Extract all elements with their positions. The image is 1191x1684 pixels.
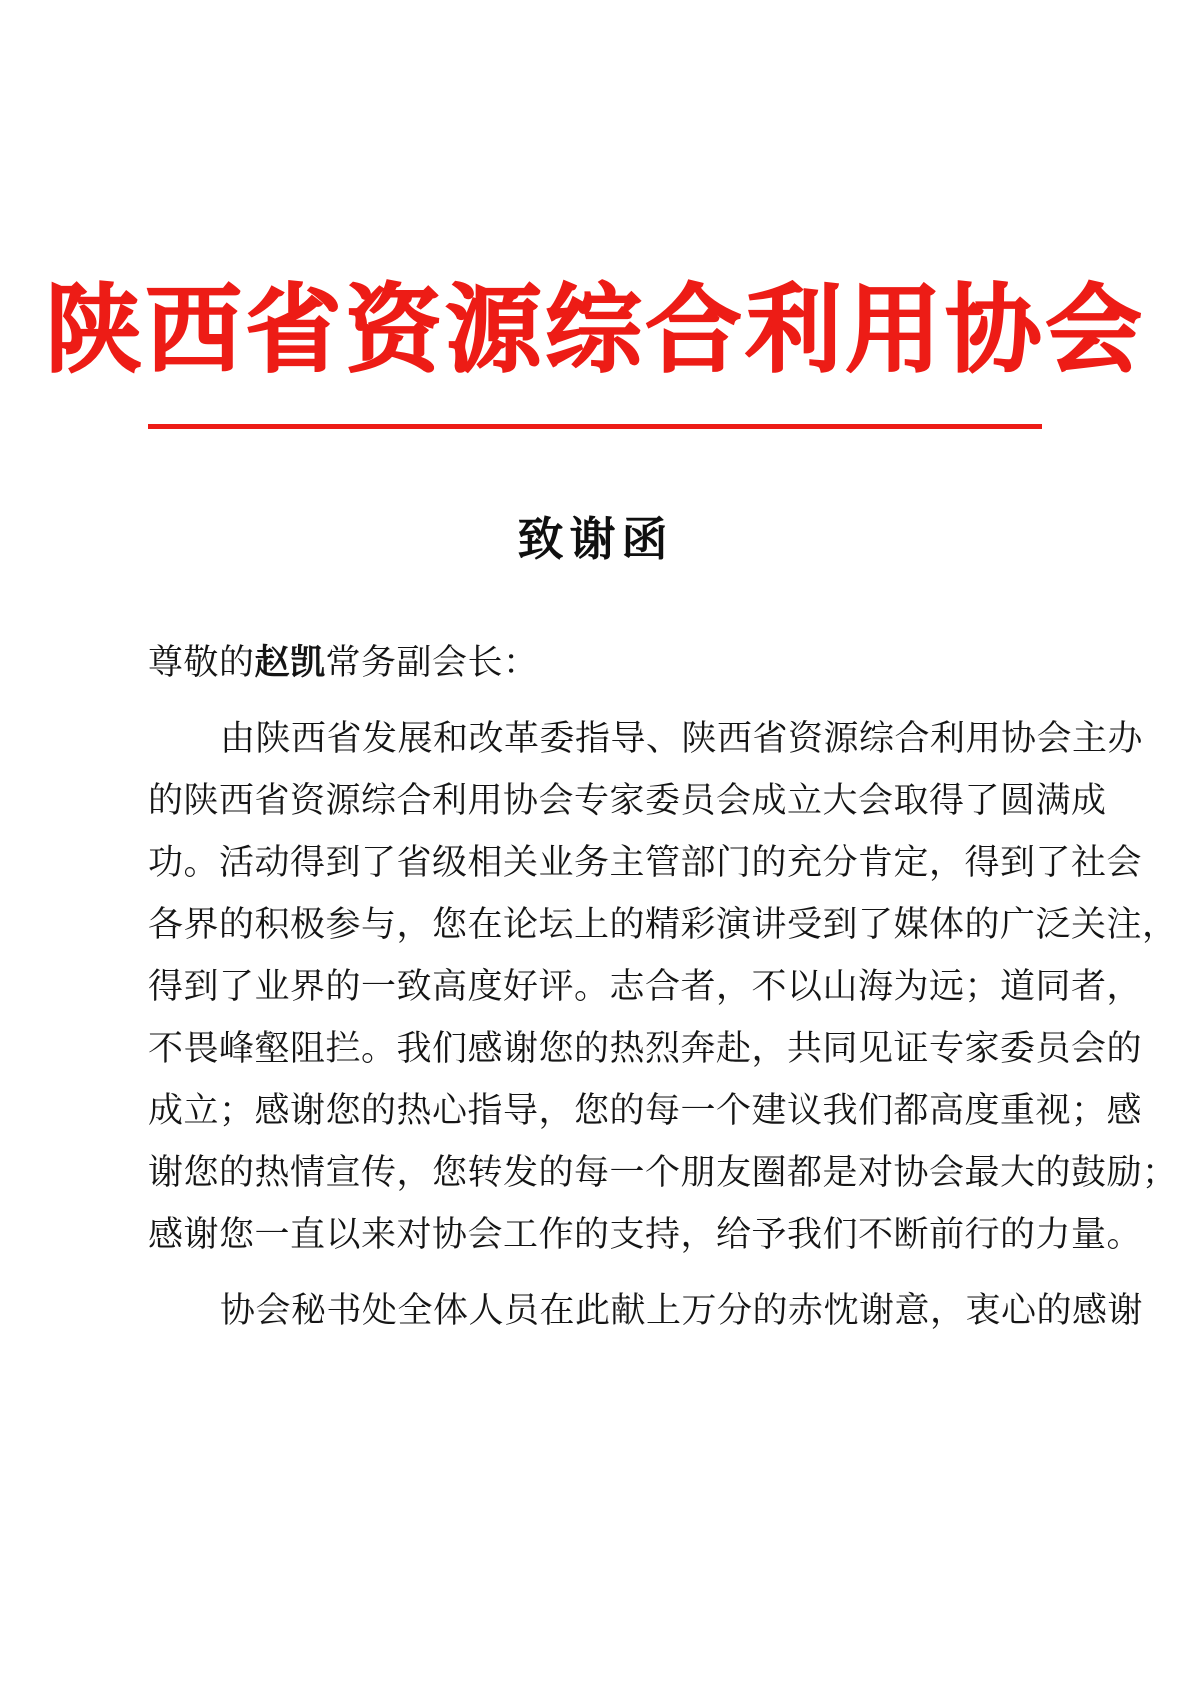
body-line: 成立；感谢您的热心指导，您的每一个建议我们都高度重视；感 <box>148 1091 1143 1131</box>
document-title: 致谢函 <box>517 512 674 566</box>
salutation-prefix: 尊敬的 <box>148 643 255 683</box>
body-line: 的陕西省资源综合利用协会专家委员会成立大会取得了圆满成 <box>148 781 1107 821</box>
masthead-divider-rule <box>148 424 1042 429</box>
letter-body <box>148 632 1178 1342</box>
honoree-name: 赵凯 <box>254 642 326 683</box>
paragraph-1 <box>148 708 1178 1266</box>
body-line: 感谢您一直以来对协会工作的支持，给予我们不断前行的力量。 <box>148 1215 1143 1255</box>
body-line: 功。活动得到了省级相关业务主管部门的充分肯定，得到了社会 <box>148 843 1143 883</box>
salutation-suffix: 常务副会长： <box>325 643 539 683</box>
body-line: 得到了业界的一致高度好评。志合者，不以山海为远；道同者， <box>148 967 1143 1007</box>
body-line: 由陕西省发展和改革委指导、陕西省资源综合利用协会主办 <box>220 719 1144 759</box>
paragraph-2 <box>148 1280 1144 1342</box>
body-line: 协会秘书处全体人员在此献上万分的赤忱谢意，衷心的感谢 <box>220 1291 1144 1331</box>
organization-name: 陕西省资源综合利用协会 <box>45 273 1146 386</box>
body-line: 不畏峰壑阻拦。我们感谢您的热烈奔赴，共同见证专家委员会的 <box>148 1029 1143 1069</box>
letterhead-masthead <box>0 273 1191 386</box>
salutation-line <box>148 632 1044 694</box>
body-line: 各界的积极参与，您在论坛上的精彩演讲受到了媒体的广泛关注， <box>148 905 1178 945</box>
body-line: 谢您的热情宣传，您转发的每一个朋友圈都是对协会最大的鼓励； <box>148 1153 1178 1193</box>
